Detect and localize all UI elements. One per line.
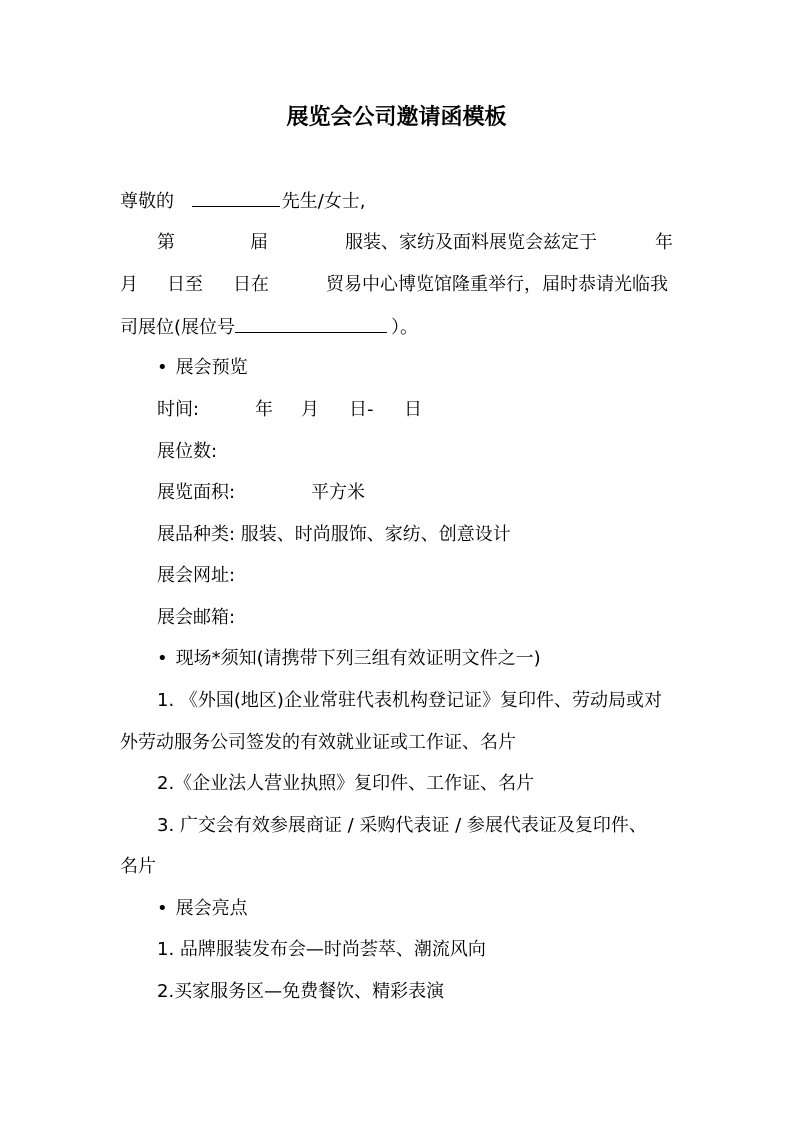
notice-item-3-line-1: 3. 广交会有效参展商证 / 采购代表证 / 参展代表证及复印件、 <box>157 815 647 836</box>
time-day-end-label: 日 <box>404 399 422 420</box>
highlight-item-1: 1. 品牌服装发布会—时尚荟萃、潮流风向 <box>157 939 486 960</box>
intro-edition-label: 届 <box>250 232 268 253</box>
notice-heading-text: 现场*须知(请携带下列三组有效证明文件之一) <box>175 648 541 669</box>
notice-item-3-line-2: 名片 <box>120 856 156 877</box>
time-label: 时间: <box>157 399 200 420</box>
bullet-icon: • <box>157 357 168 378</box>
notice-heading <box>157 644 673 674</box>
intro-day-at-label: 日在 <box>233 274 269 295</box>
intro-day-from-label: 日至 <box>167 274 203 295</box>
notice-item-2: 2.《企业法人营业执照》复印件、工作证、名片 <box>157 773 535 794</box>
highlight-item-2: 2.买家服务区—免费餐饮、精彩表演 <box>157 981 445 1002</box>
intro-booth-end: ）。 <box>391 317 419 338</box>
preview-booths-line: 展位数: <box>157 441 218 462</box>
intro-month-label: 月 <box>120 274 138 295</box>
intro-line-3 <box>120 312 673 343</box>
area-unit: 平方米 <box>311 482 365 503</box>
preview-email-line: 展会邮箱: <box>157 607 236 628</box>
booth-number-blank <box>235 312 387 333</box>
intro-venue-text: 贸易中心博览馆隆重举行，届时恭请光临我 <box>326 274 668 295</box>
intro-year-label: 年 <box>655 232 673 253</box>
preview-area-line <box>157 478 673 508</box>
intro-exhibition-text: 服装、家纺及面料展览会兹定于 <box>345 232 597 253</box>
greeting-line <box>120 186 673 217</box>
preview-website-line: 展会网址: <box>157 565 236 586</box>
highlights-heading <box>157 894 673 924</box>
area-label: 展览面积: <box>157 482 236 503</box>
intro-line-1 <box>120 228 673 258</box>
intro-line-2 <box>120 270 673 300</box>
name-blank <box>192 186 280 207</box>
intro-session-label: 第 <box>157 232 175 253</box>
highlights-heading-text: 展会亮点 <box>175 898 248 919</box>
preview-heading <box>157 353 673 383</box>
time-day-start-label: 日- <box>349 399 374 420</box>
preview-time-line <box>157 395 673 425</box>
bullet-icon: • <box>157 648 168 669</box>
preview-categories-line: 展品种类: 服装、时尚服饰、家纺、创意设计 <box>157 524 511 545</box>
document-title: 展览会公司邀请函模板 <box>286 105 507 130</box>
preview-heading-text: 展会预览 <box>175 357 248 378</box>
bullet-icon: • <box>157 898 168 919</box>
intro-booth-label: 司展位(展位号 <box>120 317 236 338</box>
greeting-prefix: 尊敬的 <box>120 191 174 212</box>
time-year-label: 年 <box>255 399 273 420</box>
notice-item-1-line-2: 外劳动服务公司签发的有效就业证或工作证、名片 <box>120 732 516 753</box>
time-month-label: 月 <box>301 399 319 420</box>
greeting-suffix: 先生/女士, <box>281 191 366 212</box>
notice-item-1-line-1: 1. 《外国(地区)企业常驻代表机构登记证》复印件、劳动局或对 <box>157 690 662 711</box>
